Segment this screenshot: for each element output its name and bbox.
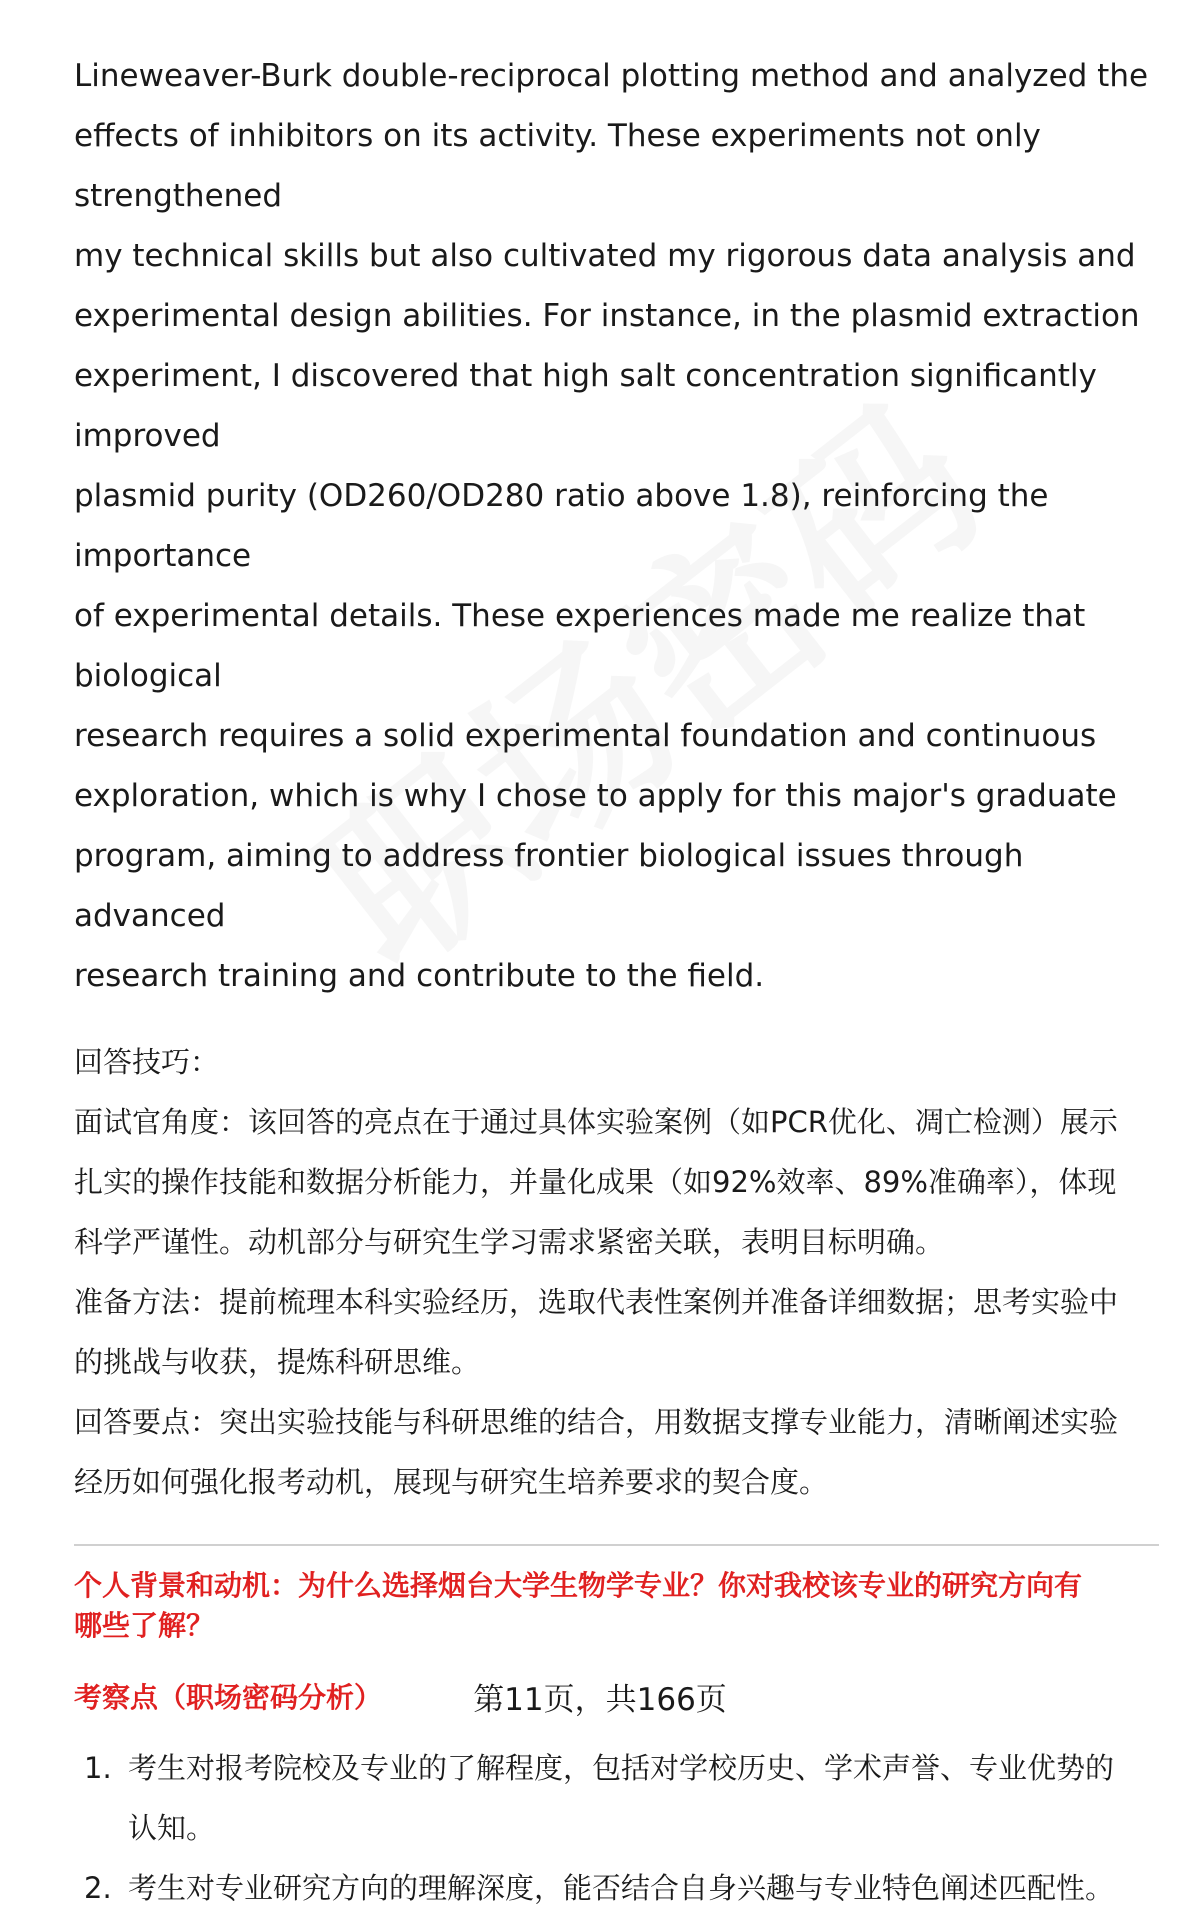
intro-line: Lineweaver-Burk double-reciprocal plotting method and analyzed the [74, 58, 1149, 94]
tips-line: 科学严谨性。动机部分与研究生学习需求紧密关联，表明目标明确。 [74, 1225, 945, 1259]
list-item-text: 认知。 [128, 1811, 216, 1845]
tips-line: 扎实的操作技能和数据分析能力，并量化成果（如92%效率、89%准确率），体现 [74, 1165, 1117, 1199]
intro-line: experiment, I discovered that high salt concentration significantly improved [74, 358, 1097, 454]
tips-heading: 回答技巧： [74, 1045, 220, 1079]
question-line: 个人背景和动机：为什么选择烟台大学生物学专业？你对我校该专业的研究方向有 [74, 1569, 1083, 1602]
question-title [74, 1566, 1159, 1646]
intro-line: program, aiming to address frontier biological issues through advanced [74, 838, 1024, 934]
page-footer: 第11页，共166页 [473, 1682, 727, 1718]
tips-line: 的挑战与收获，提炼科研思维。 [74, 1345, 481, 1379]
page-content [74, 46, 1159, 1918]
question-line: 哪些了解？ [74, 1609, 215, 1642]
section-divider [74, 1544, 1159, 1546]
list-item-number: 2. [84, 1871, 112, 1905]
exam-points-list [74, 1738, 1159, 1918]
answer-tips [74, 1032, 1159, 1512]
list-item [74, 1738, 1159, 1858]
list-item-number: 1. [84, 1751, 112, 1785]
intro-line: effects of inhibitors on its activity. These experiments not only strengthened [74, 118, 1041, 214]
tips-line: 面试官角度：该回答的亮点在于通过具体实验案例（如PCR优化、凋亡检测）展示 [74, 1105, 1118, 1139]
exam-points-heading: 考察点（职场密码分析） [74, 1681, 383, 1714]
list-item-text: 考生对报考院校及专业的了解程度，包括对学校历史、学术声誉、专业优势的 [128, 1751, 1115, 1785]
list-item [74, 1858, 1159, 1918]
intro-line: my technical skills but also cultivated my rigorous data analysis and [74, 238, 1136, 274]
intro-line: research training and contribute to the field. [74, 958, 765, 994]
tips-line: 经历如何强化报考动机，展现与研究生培养要求的契合度。 [74, 1465, 829, 1499]
intro-paragraph [74, 46, 1159, 1006]
tips-line: 回答要点：突出实验技能与科研思维的结合，用数据支撑专业能力，清晰阐述实验 [74, 1405, 1119, 1439]
intro-line: research requires a solid experimental foundation and continuous [74, 718, 1097, 754]
intro-line: of experimental details. These experiences made me realize that biological [74, 598, 1086, 694]
tips-line: 准备方法：提前梳理本科实验经历，选取代表性案例并准备详细数据；思考实验中 [74, 1285, 1119, 1319]
intro-line: exploration, which is why I chose to apply for this major's graduate [74, 778, 1117, 814]
list-item-text: 考生对专业研究方向的理解深度，能否结合自身兴趣与专业特色阐述匹配性。 [128, 1871, 1115, 1905]
intro-line: plasmid purity (OD260/OD280 ratio above 1.8), reinforcing the importance [74, 478, 1049, 574]
intro-line: experimental design abilities. For instance, in the plasmid extraction [74, 298, 1140, 334]
